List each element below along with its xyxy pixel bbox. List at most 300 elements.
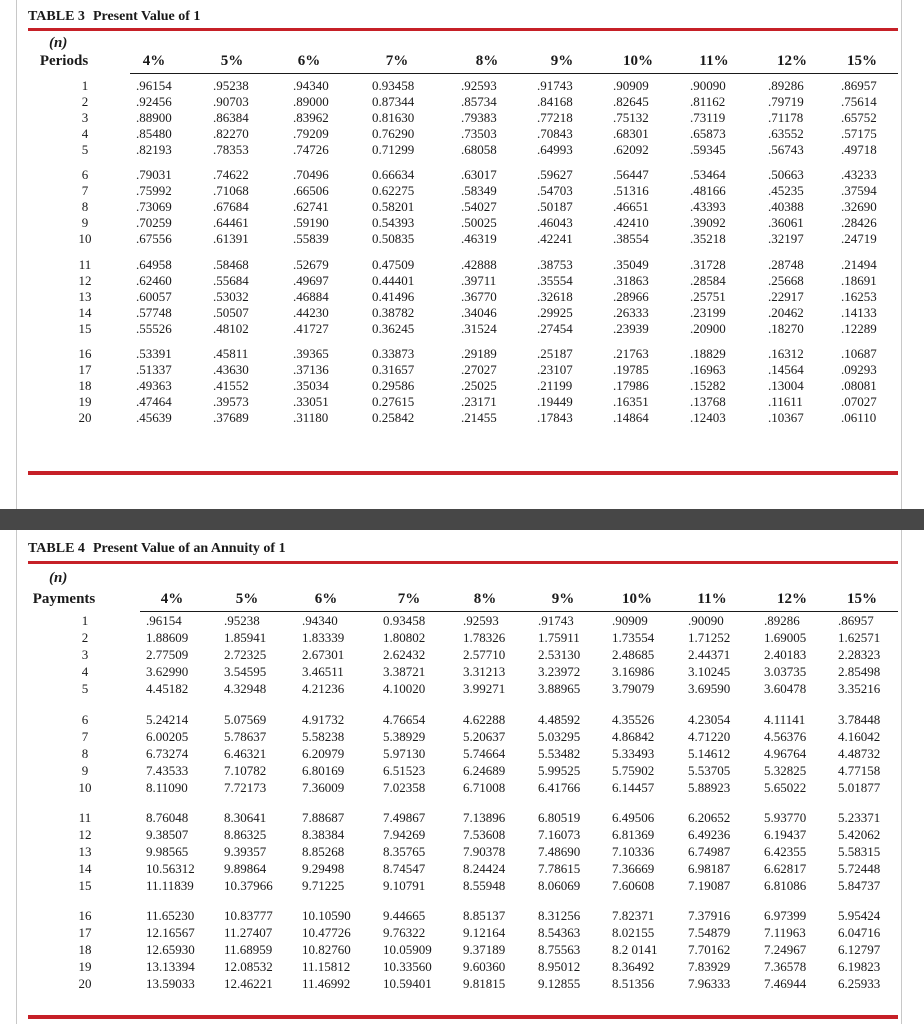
- value-cell: 0.71299: [372, 142, 415, 157]
- value-cell: 12.08532: [224, 959, 273, 974]
- period-number: 3: [81, 110, 89, 125]
- value-cell: 5.03295: [538, 729, 581, 744]
- value-cell: .73069: [136, 199, 172, 214]
- period-number: 1: [81, 78, 89, 93]
- value-cell: .35034: [293, 378, 329, 393]
- value-cell: .37136: [293, 362, 329, 377]
- table-row: [0, 273, 924, 289]
- value-cell: 7.88687: [302, 810, 345, 825]
- value-cell: 5.58238: [302, 729, 345, 744]
- value-cell: 8.75563: [538, 942, 581, 957]
- value-cell: .24719: [841, 231, 877, 246]
- period-number: 11: [78, 257, 92, 272]
- value-cell: .62741: [293, 199, 329, 214]
- value-cell: 4.35526: [612, 712, 655, 727]
- value-cell: 7.94269: [383, 827, 426, 842]
- value-cell: 0.58201: [372, 199, 415, 214]
- value-cell: .12403: [690, 410, 726, 425]
- value-cell: 7.53608: [463, 827, 506, 842]
- table4-n-label: (n): [49, 570, 68, 586]
- value-cell: 1.73554: [612, 630, 655, 645]
- value-cell: 7.43533: [146, 763, 189, 778]
- value-cell: 0.76290: [372, 126, 415, 141]
- value-cell: 0.54393: [372, 215, 415, 230]
- value-cell: .25751: [690, 289, 726, 304]
- value-cell: 3.69590: [688, 681, 731, 696]
- table-row: [0, 976, 924, 992]
- value-cell: .78353: [213, 142, 249, 157]
- value-cell: 4.71220: [688, 729, 731, 744]
- value-cell: 10.37966: [224, 878, 273, 893]
- value-cell: .19449: [537, 394, 573, 409]
- period-number: 13: [78, 844, 92, 859]
- value-cell: 8.30641: [224, 810, 267, 825]
- period-number: 10: [78, 231, 92, 246]
- value-cell: 9.10791: [383, 878, 426, 893]
- value-cell: 10.33560: [383, 959, 432, 974]
- value-cell: .22917: [768, 289, 804, 304]
- value-cell: .50187: [537, 199, 573, 214]
- value-cell: .21494: [841, 257, 877, 272]
- value-cell: .41727: [293, 321, 329, 336]
- value-cell: .50507: [213, 305, 249, 320]
- value-cell: 9.12164: [463, 925, 506, 940]
- value-cell: 3.54595: [224, 664, 267, 679]
- value-cell: 5.65022: [764, 780, 807, 795]
- table-row: [0, 378, 924, 394]
- value-cell: 8.76048: [146, 810, 189, 825]
- table-row: [0, 647, 924, 663]
- value-cell: 6.49236: [688, 827, 731, 842]
- value-cell: 7.96333: [688, 976, 731, 991]
- value-cell: 7.54879: [688, 925, 731, 940]
- value-cell: 3.23972: [538, 664, 581, 679]
- value-cell: .38554: [613, 231, 649, 246]
- value-cell: 7.46944: [764, 976, 807, 991]
- value-cell: 9.89864: [224, 861, 267, 876]
- period-number: 5: [81, 681, 89, 696]
- value-cell: 6.19823: [838, 959, 881, 974]
- value-cell: .43233: [841, 167, 877, 182]
- value-cell: 4.56376: [764, 729, 807, 744]
- value-cell: 2.72325: [224, 647, 267, 662]
- value-cell: .55526: [136, 321, 172, 336]
- value-cell: 5.20637: [463, 729, 506, 744]
- value-cell: .58468: [213, 257, 249, 272]
- value-cell: .54027: [461, 199, 497, 214]
- value-cell: 6.51523: [383, 763, 426, 778]
- table3-periods-header: Periods: [39, 53, 89, 69]
- table-row: [0, 729, 924, 745]
- value-cell: .90090: [690, 78, 726, 93]
- table-row: [0, 827, 924, 843]
- value-cell: .49718: [841, 142, 877, 157]
- value-cell: .29925: [537, 305, 573, 320]
- table-row: [0, 199, 924, 215]
- value-cell: 7.13896: [463, 810, 506, 825]
- value-cell: .96154: [146, 613, 182, 628]
- value-cell: 6.62817: [764, 861, 807, 876]
- value-cell: .64993: [537, 142, 573, 157]
- table3-n-label: (n): [49, 35, 68, 51]
- value-cell: .47464: [136, 394, 172, 409]
- value-cell: 10.83777: [224, 908, 273, 923]
- value-cell: .64461: [213, 215, 249, 230]
- value-cell: .62092: [613, 142, 649, 157]
- value-cell: .21455: [461, 410, 497, 425]
- value-cell: 4.21236: [302, 681, 345, 696]
- value-cell: 5.88923: [688, 780, 731, 795]
- value-cell: 1.69005: [764, 630, 807, 645]
- value-cell: 0.50835: [372, 231, 415, 246]
- value-cell: .17986: [613, 378, 649, 393]
- value-cell: 0.47509: [372, 257, 415, 272]
- period-number: 18: [78, 378, 92, 393]
- value-cell: .49363: [136, 378, 172, 393]
- value-cell: 0.41496: [372, 289, 415, 304]
- value-cell: .65752: [841, 110, 877, 125]
- value-cell: .16963: [690, 362, 726, 377]
- value-cell: .74726: [293, 142, 329, 157]
- value-cell: 4.62288: [463, 712, 506, 727]
- value-cell: .59190: [293, 215, 329, 230]
- value-cell: 8.51356: [612, 976, 655, 991]
- value-cell: .86957: [841, 78, 877, 93]
- value-cell: 0.31657: [372, 362, 415, 377]
- value-cell: 7.36009: [302, 780, 345, 795]
- table-row: [0, 942, 924, 958]
- value-cell: 0.36245: [372, 321, 415, 336]
- value-cell: 5.53482: [538, 746, 581, 761]
- value-cell: .82193: [136, 142, 172, 157]
- value-cell: 8.86325: [224, 827, 267, 842]
- value-cell: 10.56312: [146, 861, 195, 876]
- period-number: 1: [81, 613, 89, 628]
- value-cell: 8.11090: [146, 780, 188, 795]
- value-cell: .31863: [613, 273, 649, 288]
- value-cell: .89286: [768, 78, 804, 93]
- value-cell: 4.77158: [838, 763, 881, 778]
- value-cell: 5.95424: [838, 908, 881, 923]
- value-cell: 1.75911: [538, 630, 580, 645]
- value-cell: .39365: [293, 346, 329, 361]
- period-number: 11: [78, 810, 92, 825]
- value-cell: 13.59033: [146, 976, 195, 991]
- table3-header-rule: [130, 73, 898, 74]
- table-row: [0, 215, 924, 231]
- period-number: 15: [78, 878, 92, 893]
- value-cell: 12.16567: [146, 925, 195, 940]
- value-cell: .18691: [841, 273, 877, 288]
- value-cell: 0.44401: [372, 273, 415, 288]
- table3-bottom-rule: [28, 471, 898, 475]
- value-cell: .86384: [213, 110, 249, 125]
- value-cell: 4.48732: [838, 746, 881, 761]
- value-cell: .89286: [764, 613, 800, 628]
- table-row: [0, 126, 924, 142]
- value-cell: 6.25933: [838, 976, 881, 991]
- value-cell: .79031: [136, 167, 172, 182]
- value-cell: 7.02358: [383, 780, 426, 795]
- value-cell: 0.27615: [372, 394, 415, 409]
- value-cell: .18829: [690, 346, 726, 361]
- table3-rate-header: 10%: [623, 53, 653, 69]
- value-cell: .58349: [461, 183, 497, 198]
- table-row: [0, 878, 924, 894]
- value-cell: .89000: [293, 94, 329, 109]
- value-cell: 6.14457: [612, 780, 655, 795]
- value-cell: 7.60608: [612, 878, 655, 893]
- value-cell: 10.82760: [302, 942, 351, 957]
- table3-title: [28, 9, 200, 25]
- value-cell: 3.78448: [838, 712, 881, 727]
- value-cell: .50025: [461, 215, 497, 230]
- value-cell: .68058: [461, 142, 497, 157]
- value-cell: 7.36669: [612, 861, 655, 876]
- period-number: 6: [81, 712, 89, 727]
- value-cell: .46884: [293, 289, 329, 304]
- value-cell: .82270: [213, 126, 249, 141]
- period-number: 15: [78, 321, 92, 336]
- value-cell: 5.93770: [764, 810, 807, 825]
- value-cell: 3.99271: [463, 681, 506, 696]
- value-cell: 2.28323: [838, 647, 881, 662]
- value-cell: 4.91732: [302, 712, 345, 727]
- value-cell: .45639: [136, 410, 172, 425]
- table-row: [0, 410, 924, 426]
- value-cell: 7.82371: [612, 908, 655, 923]
- value-cell: .33051: [293, 394, 329, 409]
- value-cell: .16351: [613, 394, 649, 409]
- value-cell: .71178: [768, 110, 804, 125]
- table-row: [0, 305, 924, 321]
- value-cell: .36770: [461, 289, 497, 304]
- table-row: [0, 925, 924, 941]
- table3-rate-header: 4%: [142, 53, 166, 69]
- table4-rate-header: 5%: [235, 591, 259, 607]
- table-row: [0, 763, 924, 779]
- value-cell: .21763: [613, 346, 649, 361]
- value-cell: 7.37916: [688, 908, 731, 923]
- value-cell: .82645: [613, 94, 649, 109]
- value-cell: 7.11963: [764, 925, 806, 940]
- table4-rate-header: 7%: [397, 591, 421, 607]
- value-cell: 1.62571: [838, 630, 881, 645]
- value-cell: .44230: [293, 305, 329, 320]
- value-cell: 0.25842: [372, 410, 415, 425]
- table3-name: Present Value of 1: [92, 9, 201, 24]
- period-number: 20: [78, 410, 92, 425]
- value-cell: .54703: [537, 183, 573, 198]
- value-cell: 6.74987: [688, 844, 731, 859]
- value-cell: .92593: [461, 78, 497, 93]
- period-number: 18: [78, 942, 92, 957]
- period-number: 19: [78, 959, 92, 974]
- value-cell: .95238: [213, 78, 249, 93]
- value-cell: .83962: [293, 110, 329, 125]
- value-cell: 11.68959: [224, 942, 273, 957]
- value-cell: .51337: [136, 362, 172, 377]
- value-cell: 4.76654: [383, 712, 426, 727]
- table3-rate-header: 7%: [385, 53, 409, 69]
- value-cell: .70259: [136, 215, 172, 230]
- value-cell: 4.45182: [146, 681, 189, 696]
- value-cell: 8.31256: [538, 908, 581, 923]
- value-cell: 6.00205: [146, 729, 189, 744]
- value-cell: 5.53705: [688, 763, 731, 778]
- table-row: [0, 321, 924, 337]
- value-cell: .42888: [461, 257, 497, 272]
- value-cell: 8.06069: [538, 878, 581, 893]
- table4-rate-header: 4%: [160, 591, 184, 607]
- value-cell: 7.19087: [688, 878, 731, 893]
- table-row: [0, 362, 924, 378]
- value-cell: 9.37189: [463, 942, 506, 957]
- value-cell: 4.96764: [764, 746, 807, 761]
- value-cell: .27454: [537, 321, 573, 336]
- value-cell: 0.62275: [372, 183, 415, 198]
- value-cell: .67684: [213, 199, 249, 214]
- value-cell: 5.58315: [838, 844, 881, 859]
- value-cell: 3.46511: [302, 664, 344, 679]
- value-cell: .90703: [213, 94, 249, 109]
- value-cell: 2.85498: [838, 664, 881, 679]
- value-cell: 2.48685: [612, 647, 655, 662]
- value-cell: 6.80519: [538, 810, 581, 825]
- value-cell: 8.35765: [383, 844, 426, 859]
- value-cell: .43630: [213, 362, 249, 377]
- value-cell: .48102: [213, 321, 249, 336]
- value-cell: .42410: [613, 215, 649, 230]
- table4-label: TABLE 4: [28, 541, 85, 556]
- value-cell: 6.81086: [764, 878, 807, 893]
- value-cell: .73119: [690, 110, 726, 125]
- table4-name: Present Value of an Annuity of 1: [92, 541, 286, 556]
- value-cell: .31728: [690, 257, 726, 272]
- value-cell: 6.81369: [612, 827, 655, 842]
- value-cell: .45811: [213, 346, 249, 361]
- value-cell: 0.93458: [383, 613, 426, 628]
- value-cell: .50663: [768, 167, 804, 182]
- value-cell: 8.36492: [612, 959, 655, 974]
- table3-rate-header: 15%: [847, 53, 877, 69]
- value-cell: .18270: [768, 321, 804, 336]
- value-cell: .09293: [841, 362, 877, 377]
- table-row: [0, 110, 924, 126]
- period-number: 5: [81, 142, 89, 157]
- value-cell: 13.13394: [146, 959, 195, 974]
- value-cell: 3.88965: [538, 681, 581, 696]
- value-cell: .84168: [537, 94, 573, 109]
- value-cell: .10367: [768, 410, 804, 425]
- value-cell: 1.80802: [383, 630, 426, 645]
- value-cell: 9.71225: [302, 878, 345, 893]
- value-cell: 5.14612: [688, 746, 731, 761]
- value-cell: 9.60360: [463, 959, 506, 974]
- value-cell: 7.10782: [224, 763, 267, 778]
- value-cell: 0.81630: [372, 110, 415, 125]
- value-cell: .53464: [690, 167, 726, 182]
- table-row: [0, 289, 924, 305]
- value-cell: .49697: [293, 273, 329, 288]
- value-cell: .71068: [213, 183, 249, 198]
- value-cell: .94340: [302, 613, 338, 628]
- period-number: 16: [78, 908, 92, 923]
- value-cell: .28966: [613, 289, 649, 304]
- value-cell: 2.40183: [764, 647, 807, 662]
- value-cell: 8.02155: [612, 925, 655, 940]
- value-cell: 3.10245: [688, 664, 731, 679]
- value-cell: 9.29498: [302, 861, 345, 876]
- period-number: 3: [81, 647, 89, 662]
- value-cell: .48166: [690, 183, 726, 198]
- value-cell: .28426: [841, 215, 877, 230]
- value-cell: 8.38384: [302, 827, 345, 842]
- table-row: [0, 746, 924, 762]
- value-cell: .37594: [841, 183, 877, 198]
- value-cell: .07027: [841, 394, 877, 409]
- value-cell: .96154: [136, 78, 172, 93]
- value-cell: .79209: [293, 126, 329, 141]
- period-number: 14: [78, 861, 92, 876]
- value-cell: .61391: [213, 231, 249, 246]
- table4-rate-header: 8%: [473, 591, 497, 607]
- value-cell: .10687: [841, 346, 877, 361]
- value-cell: 8.54363: [538, 925, 581, 940]
- value-cell: 3.79079: [612, 681, 655, 696]
- value-cell: 1.71252: [688, 630, 731, 645]
- value-cell: .13004: [768, 378, 804, 393]
- value-cell: 7.48690: [538, 844, 581, 859]
- value-cell: .39092: [690, 215, 726, 230]
- value-cell: .43393: [690, 199, 726, 214]
- value-cell: 1.78326: [463, 630, 506, 645]
- value-cell: .63017: [461, 167, 497, 182]
- value-cell: .51316: [613, 183, 649, 198]
- value-cell: 8.24424: [463, 861, 506, 876]
- value-cell: .63552: [768, 126, 804, 141]
- value-cell: .90090: [688, 613, 724, 628]
- table3-rate-header: 9%: [550, 53, 574, 69]
- value-cell: .42241: [537, 231, 573, 246]
- section-divider: [0, 509, 924, 530]
- value-cell: 7.72173: [224, 780, 267, 795]
- value-cell: 5.75902: [612, 763, 655, 778]
- value-cell: 6.98187: [688, 861, 731, 876]
- value-cell: 2.57710: [463, 647, 506, 662]
- value-cell: 0.87344: [372, 94, 415, 109]
- value-cell: 7.49867: [383, 810, 426, 825]
- value-cell: .56447: [613, 167, 649, 182]
- value-cell: 3.16986: [612, 664, 655, 679]
- value-cell: .06110: [841, 410, 877, 425]
- value-cell: .53391: [136, 346, 172, 361]
- value-cell: .92593: [463, 613, 499, 628]
- value-cell: 0.33873: [372, 346, 415, 361]
- period-number: 4: [81, 664, 89, 679]
- value-cell: .74622: [213, 167, 249, 182]
- value-cell: 12.46221: [224, 976, 273, 991]
- table-row: [0, 844, 924, 860]
- value-cell: 6.71008: [463, 780, 506, 795]
- value-cell: .79383: [461, 110, 497, 125]
- value-cell: 2.62432: [383, 647, 426, 662]
- table-row: [0, 142, 924, 158]
- value-cell: .59627: [537, 167, 573, 182]
- value-cell: 9.38507: [146, 827, 189, 842]
- value-cell: 1.88609: [146, 630, 189, 645]
- value-cell: .20900: [690, 321, 726, 336]
